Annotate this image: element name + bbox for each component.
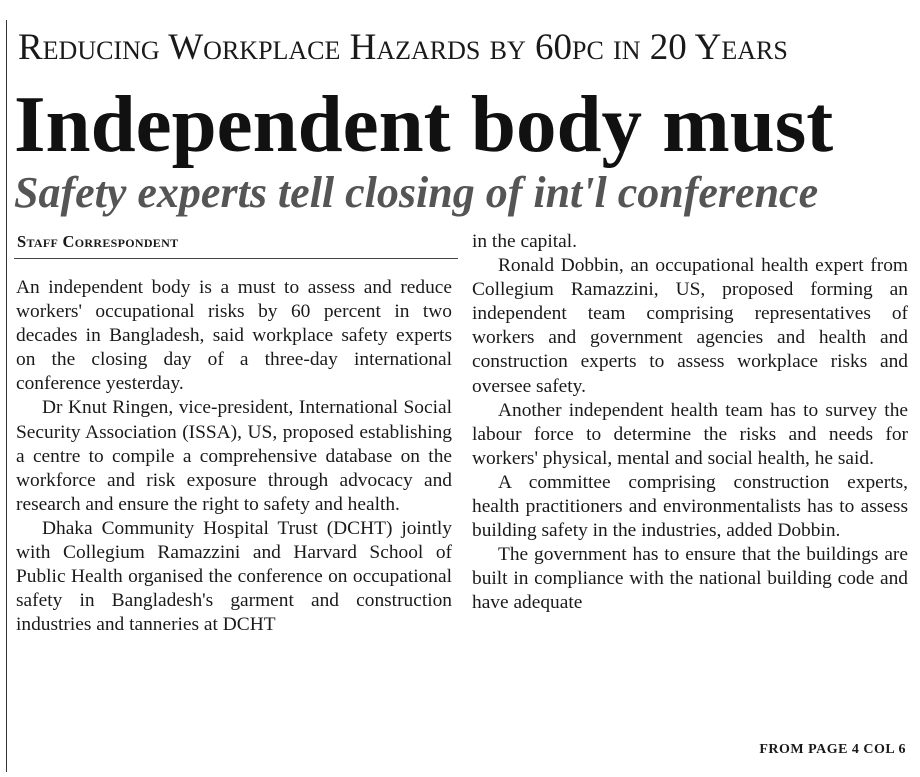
paragraph: Ronald Dobbin, an occupational health expert from Collegium Ramazzini, US, proposed forming an independent team comprising representatives of workers and government agencies and health and construction experts to assess workplace risks and oversee safety. [472,255,908,397]
continuation-note: FROM PAGE 4 COL 6 [759,742,906,757]
article-column-2 [472,230,908,616]
paragraph: An independent body is a must to assess and reduce workers' occupational risks by 60 percent in two decades in Bangladesh, said workplace safety experts on the closing day of a three-day international conference yesterday. [16,277,452,395]
paragraph: Dr Knut Ringen, vice-president, International Social Security Association (ISSA), US, proposed establishing a centre to compile a comprehensive database on the workforce and risk exposure through advocacy and research and ensure the right to safety and health. [16,397,452,515]
headline: Independent body must [14,79,834,169]
left-column-rule [6,20,7,772]
deck-subheadline: Safety experts tell closing of int'l conference [14,168,819,217]
paragraph: The government has to ensure that the buildings are built in compliance with the national building code and have adequate [472,544,908,614]
article-column-1 [16,276,452,637]
paragraph: in the capital. [472,231,577,252]
byline: Staff Correspondent [17,232,179,251]
paragraph: A committee comprising construction experts, health practitioners and environmentalists has to assess building safety in the industries, added Dobbin. [472,471,908,542]
kicker: Reducing Workplace Hazards by 60pc in 20 Years [18,27,788,68]
byline-rule [14,258,458,259]
paragraph: Another independent health team has to survey the labour force to determine the risks and needs for workers' physical, mental and social health, he said. [472,399,908,469]
paragraph: Dhaka Community Hospital Trust (DCHT) jointly with Collegium Ramazzini and Harvard School of Public Health organised the conference on occupational safety in Bangladesh's garment and construction industries and tanneries at DCHT [16,517,452,636]
